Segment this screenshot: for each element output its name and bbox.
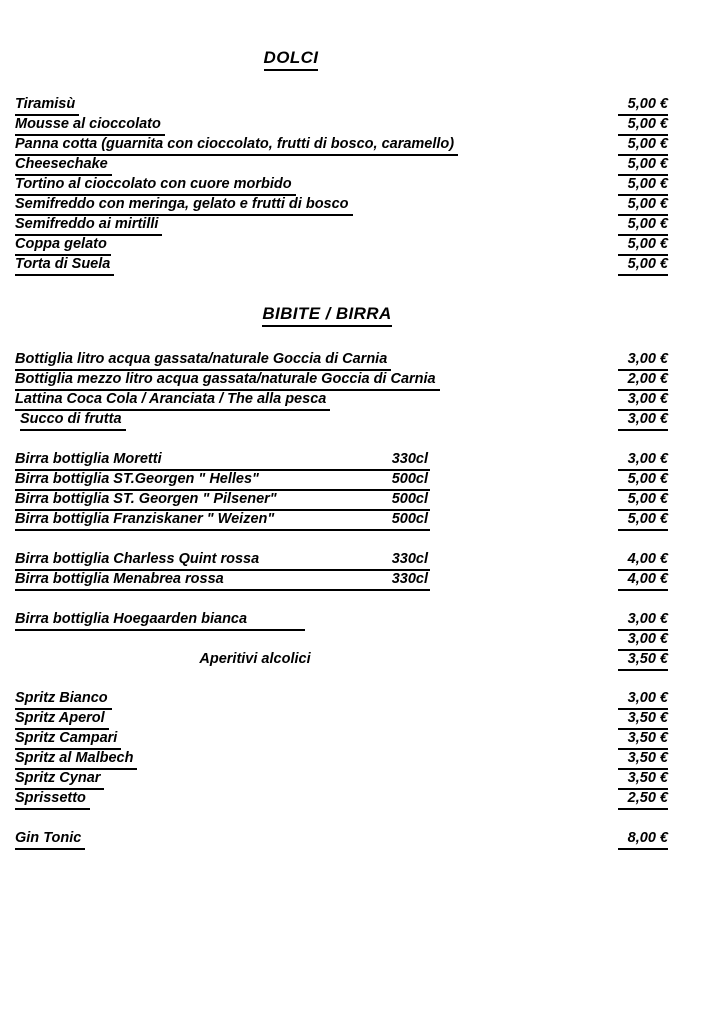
menu-item-volume: 330cl — [391, 451, 428, 467]
menu-item-volume: 500cl — [391, 471, 428, 487]
menu-item-row — [0, 828, 724, 848]
menu-item-price: 5,00 € — [618, 214, 668, 236]
section-heading-bibite-birra — [0, 304, 724, 327]
menu-item-price: 5,00 € — [618, 469, 668, 491]
menu-item-price: 5,00 € — [618, 154, 668, 176]
subsection-label-aperitivi-alcolici: Aperitivi alcolici — [199, 651, 311, 667]
birre-rosse-item-list — [0, 549, 724, 589]
menu-item-row — [0, 94, 724, 114]
menu-item-name: Semifreddo con meringa, gelato e frutti di bosco — [15, 194, 353, 216]
menu-item-name: Spritz al Malbech — [15, 748, 137, 770]
menu-item-row — [0, 688, 724, 708]
menu-item-name: Birra bottiglia Hoegaarden bianca — [15, 609, 305, 631]
menu-item-name: Coppa gelato — [15, 234, 111, 256]
menu-item-row — [0, 134, 724, 154]
menu-item-name: Tortino al cioccolato con cuore morbido — [15, 174, 296, 196]
menu-item-row — [0, 629, 724, 649]
menu-item-row — [0, 254, 724, 274]
menu-item-price: 5,00 € — [618, 134, 668, 156]
menu-item-name: Spritz Aperol — [15, 708, 109, 730]
menu-item-name: Birra bottiglia ST.Georgen " Helles" — [15, 469, 430, 491]
menu-item-name: Birra bottiglia Menabrea rossa — [15, 569, 430, 591]
menu-item-row — [0, 469, 724, 489]
menu-item-row — [0, 549, 724, 569]
menu-item-row — [0, 234, 724, 254]
menu-item-price: 8,00 € — [618, 828, 668, 850]
menu-item-row — [0, 174, 724, 194]
menu-item-name: Birra bottiglia Moretti — [15, 449, 430, 471]
menu-item-row — [0, 768, 724, 788]
birra-bianca-item-list — [0, 609, 724, 669]
menu-item-name: Spritz Campari — [15, 728, 121, 750]
menu-item-row — [0, 728, 724, 748]
menu-item-row — [0, 194, 724, 214]
menu-item-name: Gin Tonic — [15, 828, 85, 850]
menu-item-price: 4,00 € — [618, 549, 668, 571]
menu-item-name: Bottiglia mezzo litro acqua gassata/naturale Goccia di Carnia — [15, 369, 440, 391]
menu-item-row — [0, 449, 724, 469]
menu-item-row — [0, 214, 724, 234]
menu-item-row — [0, 788, 724, 808]
menu-item-row — [0, 389, 724, 409]
menu-item-price: 5,00 € — [618, 509, 668, 531]
menu-item-price: 3,50 € — [618, 649, 668, 671]
menu-item-price: 4,00 € — [618, 569, 668, 591]
section-heading-dolci-text: DOLCI — [264, 48, 319, 71]
menu-item-name: Mousse al cioccolato — [15, 114, 165, 136]
menu-item-row — [0, 114, 724, 134]
menu-item-name: Birra bottiglia Charless Quint rossa — [15, 549, 430, 571]
menu-item-row — [0, 489, 724, 509]
menu-item-price: 5,00 € — [618, 234, 668, 256]
menu-item-volume: 500cl — [391, 491, 428, 507]
menu-item-row — [0, 409, 724, 429]
menu-item-name: Cheesechake — [15, 154, 112, 176]
menu-item-name: Birra bottiglia ST. Georgen " Pilsener" — [15, 489, 430, 511]
menu-item-price: 5,00 € — [618, 489, 668, 511]
menu-item-row — [0, 369, 724, 389]
menu-item-price: 3,00 € — [618, 688, 668, 710]
menu-item-price: 3,50 € — [618, 748, 668, 770]
menu-item-name: Panna cotta (guarnita con cioccolato, frutti di bosco, caramello) — [15, 134, 458, 156]
dolci-item-list — [0, 94, 724, 274]
menu-item-row — [0, 609, 724, 629]
menu-item-row — [0, 748, 724, 768]
menu-item-name: Sprissetto — [15, 788, 90, 810]
menu-item-price: 3,50 € — [618, 708, 668, 730]
menu-item-name: Bottiglia litro acqua gassata/naturale Goccia di Carnia — [15, 349, 391, 371]
menu-item-price: 3,50 € — [618, 728, 668, 750]
menu-item-volume: 330cl — [391, 551, 428, 567]
menu-item-price: 5,00 € — [618, 194, 668, 216]
menu-item-price: 2,00 € — [618, 369, 668, 391]
menu-item-price: 2,50 € — [618, 788, 668, 810]
menu-item-price: 5,00 € — [618, 114, 668, 136]
menu-item-name: Birra bottiglia Franziskaner " Weizen" — [15, 509, 430, 531]
menu-item-name: Succo di frutta — [20, 409, 126, 431]
menu-item-name: Tiramisù — [15, 94, 79, 116]
menu-item-name: Lattina Coca Cola / Aranciata / The alla pesca — [15, 389, 330, 411]
menu-item-row — [0, 349, 724, 369]
section-heading-bibite-birra-text: BIBITE / BIRRA — [262, 304, 391, 327]
menu-item-price: 3,50 € — [618, 768, 668, 790]
menu-item-volume: 330cl — [391, 571, 428, 587]
menu-item-price: 3,00 € — [618, 449, 668, 471]
menu-item-price: 5,00 € — [618, 174, 668, 196]
section-heading-dolci — [0, 48, 724, 71]
menu-item-row — [0, 649, 724, 669]
menu-item-price: 3,00 € — [618, 349, 668, 371]
menu-item-price: 3,00 € — [618, 409, 668, 431]
spritz-item-list — [0, 688, 724, 808]
gin-item-list — [0, 828, 724, 848]
menu-item-name: Torta di Suela — [15, 254, 114, 276]
menu-item-name: Semifreddo ai mirtilli — [15, 214, 162, 236]
menu-item-price: 3,00 € — [618, 609, 668, 631]
menu-item-name: Spritz Cynar — [15, 768, 104, 790]
menu-item-row — [0, 708, 724, 728]
menu-item-row — [0, 509, 724, 529]
menu-item-price: 3,00 € — [618, 629, 668, 651]
menu-item-row — [0, 569, 724, 589]
menu-item-name: Spritz Bianco — [15, 688, 112, 710]
menu-item-price: 5,00 € — [618, 254, 668, 276]
birre-chiare-item-list — [0, 449, 724, 529]
menu-item-price: 3,00 € — [618, 389, 668, 411]
menu-item-volume: 500cl — [391, 511, 428, 527]
menu-item-price: 5,00 € — [618, 94, 668, 116]
menu-item-row — [0, 154, 724, 174]
bibite-item-list — [0, 349, 724, 429]
